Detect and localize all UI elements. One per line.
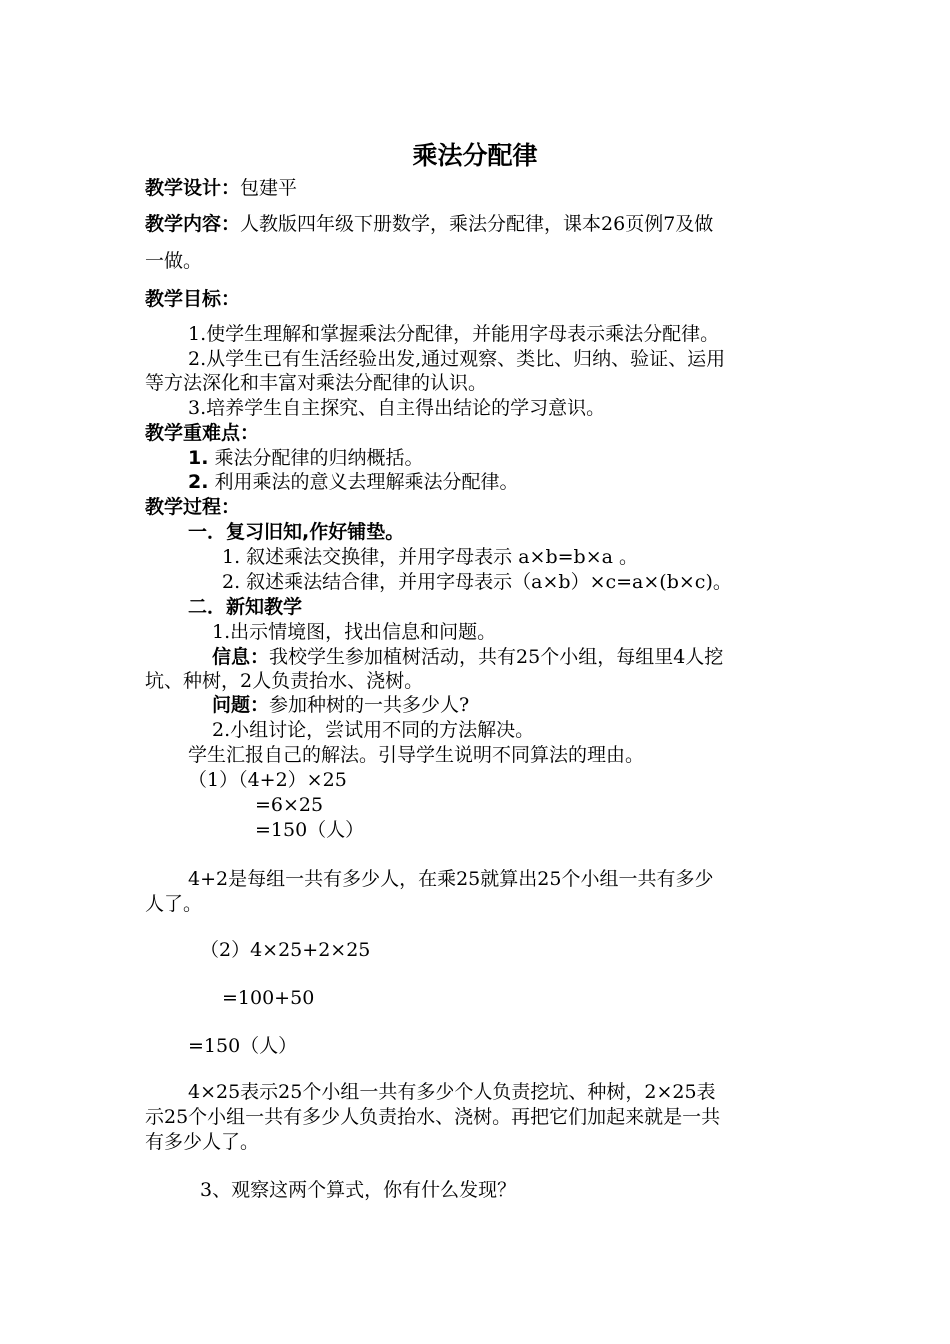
key-point-1 — [188, 446, 424, 470]
key-points-heading: 教学重难点： — [145, 422, 260, 444]
content-text-1: 人教版四年级下册数学，乘法分配律，课本26页例7及做 — [240, 213, 714, 235]
new-3: 3、观察这两个算式，你有什么发现？ — [200, 1179, 517, 1201]
page-title: 乘法分配律 — [412, 141, 538, 170]
content-line-1 — [145, 212, 713, 236]
goal-1: 1.使学生理解和掌握乘法分配律，并能用字母表示乘法分配律。 — [188, 323, 720, 345]
review-2: 2. 叙述乘法结合律，并用字母表示（a×b）×c=a×(b×c)。 — [222, 571, 732, 593]
goal-2-line-2: 等方法深化和丰富对乘法分配律的认识。 — [145, 372, 488, 394]
method-2-result: =150（人） — [188, 1035, 298, 1057]
method-2-step-1: =100+50 — [222, 987, 315, 1009]
info-line-2: 坑、种树，2人负责抬水、浇树。 — [145, 670, 424, 692]
new-2: 2.小组讨论，尝试用不同的方法解决。 — [212, 719, 535, 741]
method-1-result: =150（人） — [255, 819, 365, 841]
report-line: 学生汇报自己的解法。引导学生说明不同算法的理由。 — [188, 744, 645, 766]
method-2-explanation-line-2: 示25个小组一共有多少人负责抬水、浇树。再把它们加起来就是一共 — [145, 1106, 721, 1128]
info-text-1: 我校学生参加植树活动，共有25个小组，每组里4人挖 — [269, 646, 724, 668]
question-line — [212, 693, 469, 717]
question-text: 参加种树的一共多少人? — [269, 694, 470, 716]
info-label: 信息： — [212, 646, 270, 668]
key-point-2 — [188, 470, 519, 494]
review-1: 1. 叙述乘法交换律，并用字母表示 a×b=b×a 。 — [222, 546, 638, 568]
key-point-1-number: 1. — [188, 447, 209, 469]
method-2-explanation-line-3: 有多少人了。 — [145, 1131, 260, 1153]
section-2-heading: 二．新知教学 — [188, 596, 303, 618]
method-1-explanation-line-1: 4+2是每组一共有多少人，在乘25就算出25个小组一共有多少 — [188, 868, 714, 890]
goal-3: 3.培养学生自主探究、自主得出结论的学习意识。 — [188, 397, 606, 419]
method-1-expression: （1）（4+2）×25 — [188, 769, 347, 791]
question-label: 问题： — [212, 694, 270, 716]
designer-line — [145, 176, 297, 200]
process-heading: 教学过程： — [145, 496, 241, 518]
info-line-1 — [212, 645, 723, 669]
key-point-2-number: 2. — [188, 471, 209, 493]
method-2-expression: （2）4×25+2×25 — [200, 939, 371, 961]
content-label: 教学内容： — [145, 213, 241, 235]
new-1: 1.出示情境图，找出信息和问题。 — [212, 621, 497, 643]
designer-label: 教学设计： — [145, 177, 241, 199]
key-point-2-text: 利用乘法的意义去理解乘法分配律。 — [208, 471, 519, 493]
section-1-heading: 一．复习旧知,作好铺垫。 — [188, 521, 405, 543]
key-point-1-text: 乘法分配律的归纳概括。 — [208, 447, 424, 469]
goal-2-line-1: 2.从学生已有生活经验出发,通过观察、类比、归纳、验证、运用 — [188, 348, 726, 370]
method-1-step-1: =6×25 — [255, 794, 324, 816]
goals-heading: 教学目标： — [145, 288, 241, 310]
method-2-explanation-line-1: 4×25表示25个小组一共有多少个人负责挖坑、种树，2×25表 — [188, 1081, 716, 1103]
method-1-explanation-line-2: 人了。 — [145, 893, 203, 915]
content-line-2: 一做。 — [145, 250, 203, 272]
designer-value: 包建平 — [240, 177, 298, 199]
